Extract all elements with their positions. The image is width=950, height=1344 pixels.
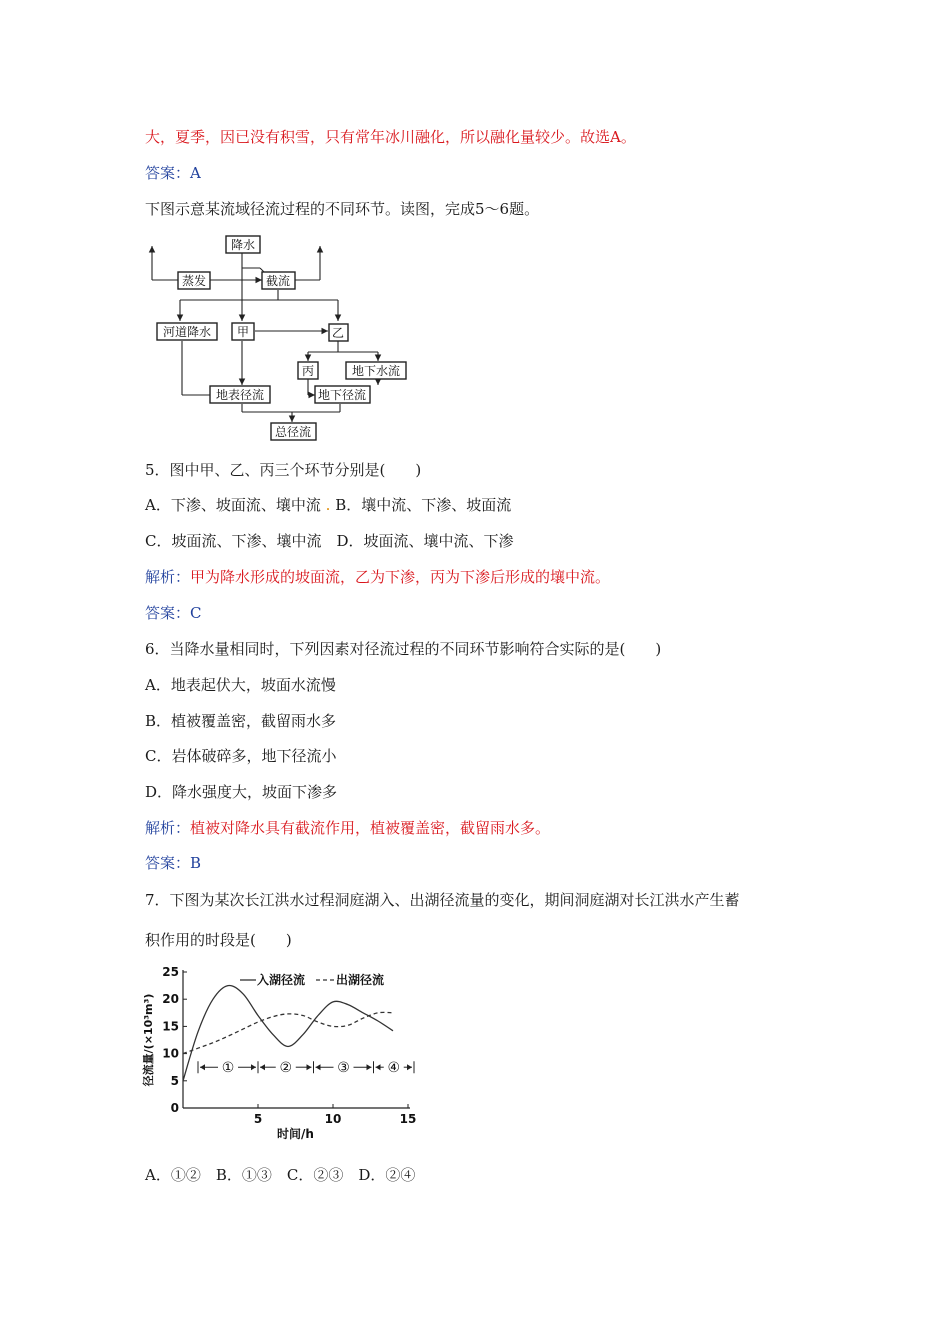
- question-6: 6．当降水量相同时，下列因素对径流过程的不同环节影响符合实际的是( ): [145, 640, 662, 658]
- period-label: ④: [387, 1060, 401, 1077]
- question-7-line-1: 7．下图为某次长江洪水过程洞庭湖入、出湖径流量的变化，期间洞庭湖对长江洪水产生蓄: [145, 891, 740, 909]
- option-6b: B．植被覆盖密，截留雨水多: [145, 712, 337, 730]
- svg-text:河道降水: 河道降水: [162, 325, 212, 339]
- svg-text:降水: 降水: [230, 238, 256, 252]
- period-arrowhead-left: [316, 1064, 321, 1070]
- answer-6: 答案：B: [145, 854, 202, 872]
- explanation-continuation: 大，夏季，因已没有积雪，只有常年冰川融化，所以融化量较少。故选A。: [145, 128, 636, 146]
- svg-text:地表径流: 地表径流: [215, 388, 265, 402]
- answer-4: 答案：A: [145, 164, 201, 182]
- y-axis-label: 径流量/(×10³m³): [142, 993, 155, 1087]
- box-surface-runoff: [210, 386, 270, 403]
- question-5-options-ab: [145, 495, 511, 515]
- option-5b: B．壤中流、下渗、坡面流: [335, 496, 512, 514]
- period-arrowhead-right: [307, 1064, 312, 1070]
- svg-text:蒸发: 蒸发: [181, 274, 207, 288]
- y-tick-label: 15: [162, 1019, 179, 1034]
- dot-mark: .: [325, 496, 331, 514]
- y-tick-label: 0: [170, 1101, 179, 1115]
- option-6a: A．地表起伏大，坡面水流慢: [145, 676, 336, 694]
- svg-text:地下水流: 地下水流: [351, 364, 401, 378]
- x-tick-label: 15: [399, 1112, 417, 1126]
- legend-label-outflow: 出湖径流: [336, 973, 385, 987]
- series-line-outflow: [183, 1012, 393, 1053]
- runoff-flowchart: [140, 228, 440, 446]
- box-yi: [329, 324, 348, 341]
- question-7-line-2: 积作用的时段是( ): [145, 931, 292, 949]
- svg-text:甲: 甲: [236, 325, 250, 339]
- box-groundwater-flow: [346, 362, 406, 379]
- period-label: ③: [337, 1060, 350, 1077]
- answer-5: 答案：C: [145, 604, 202, 622]
- explanation-text: 甲为降水形成的坡面流，乙为下渗，丙为下渗后形成的壤中流。: [190, 568, 611, 586]
- svg-text:丙: 丙: [301, 364, 315, 378]
- period-arrowhead-right: [367, 1064, 372, 1070]
- runoff-line-chart: [140, 960, 440, 1145]
- period-arrowhead-right: [407, 1064, 412, 1070]
- x-axis-label: 时间/h: [277, 1127, 314, 1141]
- box-jia: [232, 323, 254, 340]
- period-label: ①: [221, 1060, 235, 1077]
- y-tick-label: 20: [162, 992, 179, 1007]
- svg-text:地下径流: 地下径流: [317, 388, 367, 402]
- box-total-runoff: [271, 423, 316, 440]
- period-arrowhead-left: [376, 1064, 381, 1070]
- period-arrowhead-left: [200, 1064, 205, 1070]
- option-5a: A．下渗、坡面流、壤中流: [145, 496, 321, 514]
- box-interception: [262, 272, 295, 289]
- box-channel-precipitation: [157, 323, 217, 340]
- y-tick-label: 5: [170, 1073, 179, 1088]
- diagram-intro: 下图示意某流域径流过程的不同环节。读图，完成5～6题。: [145, 200, 540, 218]
- y-tick-label: 10: [162, 1046, 179, 1061]
- question-5-options-cd: C．坡面流、下渗、壤中流 D．坡面流、壤中流、下渗: [145, 532, 514, 550]
- svg-text:截流: 截流: [265, 274, 291, 288]
- svg-text:乙: 乙: [331, 326, 345, 340]
- question-7-options: A．①② B．①③ C．②③ D．②④: [145, 1166, 416, 1184]
- box-bing: [298, 362, 318, 379]
- option-6c: C．岩体破碎多，地下径流小: [145, 747, 337, 765]
- explanation-label: 解析：: [145, 568, 191, 586]
- question-5: 5．图中甲、乙、丙三个环节分别是( ): [145, 461, 422, 479]
- x-tick-label: 10: [324, 1112, 342, 1126]
- x-tick-label: 5: [253, 1112, 263, 1126]
- box-precipitation: [226, 236, 260, 253]
- period-label: ②: [279, 1060, 293, 1077]
- legend-label-inflow: 入湖径流: [257, 973, 306, 987]
- question-5-explanation: [145, 567, 610, 587]
- y-tick-label: 25: [162, 965, 179, 979]
- period-arrowhead-right: [251, 1064, 256, 1070]
- explanation-text: 植被对降水具有截流作用，植被覆盖密，截留雨水多。: [190, 819, 551, 837]
- explanation-label: 解析：: [145, 819, 191, 837]
- box-underground-runoff: [315, 386, 370, 403]
- period-arrowhead-left: [260, 1064, 265, 1070]
- svg-text:总径流: 总径流: [274, 425, 312, 439]
- option-6d: D．降水强度大，坡面下渗多: [145, 783, 338, 801]
- box-evaporation: [178, 272, 210, 289]
- question-6-explanation: [145, 818, 550, 838]
